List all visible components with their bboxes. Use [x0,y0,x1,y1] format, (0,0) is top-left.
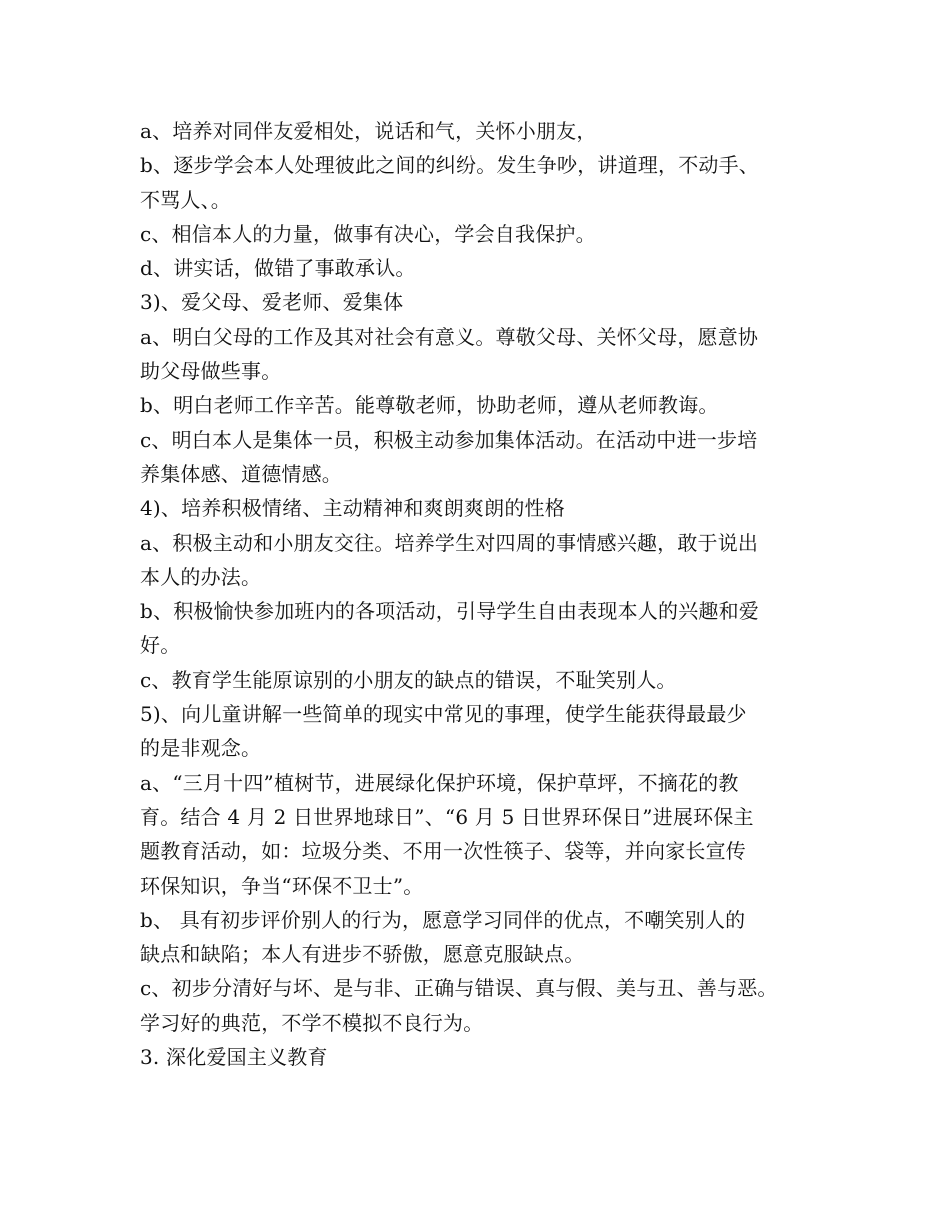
text-line: a、“三月十四”植树节，进展绿化保护环境，保护草坪，不摘花的教 [140,770,739,795]
text-line: c、明白本人是集体一员，积极主动参加集体活动。在活动中进一步培 [140,427,758,452]
text-line: 本人的办法。 [140,564,262,589]
text-line: 缺点和缺陷；本人有进步不骄傲，愿意克服缺点。 [140,942,585,967]
section-heading: 4)、培养积极情绪、主动精神和爽朗爽朗的性格 [140,496,565,521]
text-line: c、初步分清好与坏、是与非、正确与错误、真与假、美与丑、善与恶。 [140,976,778,1001]
text-line: 好。 [140,633,181,658]
text-line: 学习好的典范，不学不模拟不良行为。 [140,1010,484,1035]
text-line: a、明白父母的工作及其对社会有意义。尊敬父母、关怀父母，愿意协 [140,324,759,349]
text-line: 助父母做些事。 [140,359,282,384]
text-line: 题教育活动，如：垃圾分类、不用一次性筷子、袋等，并向家长宣传 [140,839,746,864]
text-line: a、积极主动和小朋友交往。培养学生对四周的事情感兴趣，敢于说出 [140,530,759,555]
text-line: 环保知识，争当“环保不卫士”。 [140,873,424,898]
text-line: b、 具有初步评价别人的行为，愿意学习同伴的优点，不嘲笑别人的 [140,907,746,932]
text-line: d、讲实话，做错了事敢承认。 [140,256,416,281]
text-line: 不骂人、。 [140,187,231,212]
document-body [140,114,830,1074]
text-line: c、教育学生能原谅别的小朋友的缺点的错误，不耻笑别人。 [140,667,677,692]
section-heading: 3. 深化爱国主义教育 [140,1045,328,1070]
text-line: b、明白老师工作辛苦。能尊敬老师，协助老师，遵从老师教诲。 [140,393,719,418]
section-heading: 3)、爱父母、爱老师、爱集体 [140,290,404,315]
section-heading: 5)、向儿童讲解一些简单的现实中常见的事理，使学生能获得最最少 [140,702,747,727]
text-line: a、培养对同伴友爱相处，说话和气，关怀小朋友， [140,119,597,143]
text-line: b、逐步学会本人处理彼此之间的纠纷。发生争吵，讲道理，不动手、 [140,153,760,178]
text-line: b、积极愉快参加班内的各项活动，引导学生自由表现本人的兴趣和爱 [140,599,760,624]
text-line: 养集体感、道德情感。 [140,461,342,486]
text-line: 育。结合 4 月 2 日世界地球日”、“6 月 5 日世界环保日”进展环保主 [140,804,754,829]
text-line: 的是非观念。 [140,736,262,761]
text-line: c、相信本人的力量，做事有决心，学会自我保护。 [140,221,596,246]
